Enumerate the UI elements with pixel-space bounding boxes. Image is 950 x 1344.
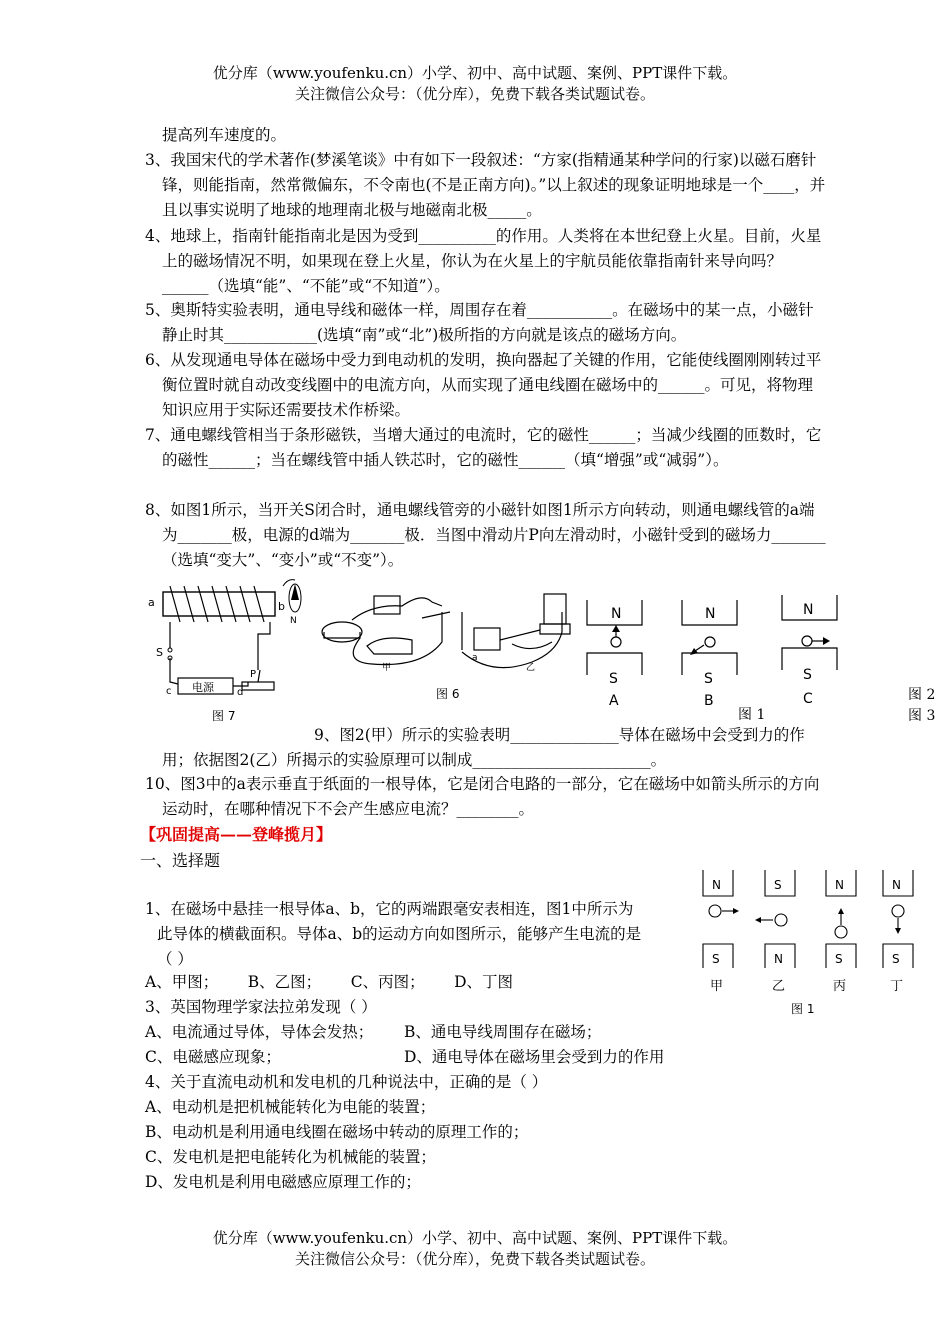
mc-fig-yi-label: 乙 bbox=[772, 979, 786, 994]
fig3-label: 图 3 bbox=[908, 708, 936, 724]
mc-fig-ding-top: N bbox=[892, 878, 901, 892]
question-4: 4、地球上，指南针能指南北是因为受到__________的作用。人类将在本世纪登上火星。目前，火星上的磁场情况不明，如果现在登上火星，你认为在火星上的宇航员能依靠指南针来导向吗？______（选填“能”、“不能”或“不知道”）。 bbox=[145, 227, 822, 295]
mc-question-3-option-a: A、电流通过导体，导体会发热； bbox=[145, 1023, 374, 1041]
fig7-p-label: P bbox=[250, 669, 257, 680]
fig6-a-label: a bbox=[472, 653, 478, 663]
mc-fig-bing-top: N bbox=[835, 878, 844, 892]
magnet-b-bottom: S bbox=[704, 671, 713, 687]
mc-question-4: 4、关于直流电动机和发电机的几种说法中，正确的是（ ） bbox=[145, 1073, 548, 1091]
mc-question-1-options: A、甲图； B、乙图； C、丙图； D、丁图 bbox=[145, 973, 514, 991]
question-7: 7、通电螺线管相当于条形磁铁，当增大通过的电流时，它的磁性______；当减少线圈的匝数时，它的磁性______；当在螺线管中插人铁芯时，它的磁性______（填“增强”或“减弱”）。 bbox=[145, 426, 822, 469]
fig7-caption: 图 7 bbox=[212, 709, 236, 723]
mc-fig-ding-label: 丁 bbox=[890, 979, 904, 994]
figure-7-solenoid-circuit bbox=[140, 578, 310, 728]
mc-fig-bing-bottom: S bbox=[835, 952, 843, 966]
fig7-a-label: a bbox=[148, 596, 155, 609]
mc-fig-caption: 图 1 bbox=[791, 1002, 815, 1016]
mc-question-3: 3、英国物理学家法拉弟发现（ ） bbox=[145, 998, 377, 1016]
magnet-a-top: N bbox=[611, 606, 622, 622]
mc-question-3-option-c: C、电磁感应现象； bbox=[145, 1048, 281, 1066]
mc-fig-yi-bottom: N bbox=[774, 952, 783, 966]
mc-fig-jia-top: N bbox=[712, 878, 721, 892]
fig7-c-label: c bbox=[166, 686, 172, 697]
mc-fig-jia-label: 甲 bbox=[710, 979, 724, 994]
header-line-2: 关注微信公众号：（优分库），免费下载各类试题试卷。 bbox=[294, 85, 655, 103]
fig7-s-label: S bbox=[156, 646, 163, 659]
fig7-power-label: 电源 bbox=[192, 681, 214, 694]
question-6: 6、从发现通电导体在磁场中受力到电动机的发明，换向器起了关键的作用，它能使线圈刚刚转过平衡位置时就自动改变线圈中的电流方向，从而实现了通电线圈在磁场中的______。可见，将物理知识应用于实际还需要技术作桥梁。 bbox=[145, 351, 822, 419]
footer-line-2: 关注微信公众号：（优分库），免费下载各类试题试卷。 bbox=[294, 1250, 655, 1268]
fig6-yi-label: 乙 bbox=[526, 663, 536, 673]
magnet-label-b: B bbox=[704, 693, 714, 709]
footer bbox=[0, 1228, 950, 1270]
fig2-label: 图 2 bbox=[908, 687, 936, 703]
question-5: 5、奥斯特实验表明，通电导线和磁体一样，周围存在着___________。在磁场中的某一点，小磁针静止时其____________(选填“南”或“北”)极所指的方向就是该点的磁场方向。 bbox=[145, 301, 814, 344]
question-continuation: 提高列车速度的。 bbox=[162, 126, 287, 144]
magnet-label-a: A bbox=[609, 693, 619, 709]
magnet-a-bottom: S bbox=[609, 671, 618, 687]
header bbox=[0, 63, 950, 105]
mc-question-1: 1、在磁场中悬挂一根导体a、b，它的两端跟毫安表相连，图1中所示为此导体的横截面积。导体a、b的运动方向如图所示，能够产生电流的是（ ） bbox=[145, 900, 642, 968]
question-8: 8、如图1所示，当开关S闭合时，通电螺线管旁的小磁针如图1所示方向转动，则通电螺线管的a端为_______极，电源的d端为_______极．当图中滑动片P向左滑动时，小磁针受到的磁场力_______（选填“变大”、“变小”或“不变”）。 bbox=[145, 501, 826, 569]
section-subtitle: 一、选择题 bbox=[140, 851, 221, 870]
mc-question-3-option-b: B、通电导线周围存在磁场； bbox=[404, 1023, 602, 1041]
question-3: 3、我国宋代的学术著作(梦溪笔谈》中有如下一段叙述：“方家(指精通某种学问的行家)以磁石磨针锋，则能指南，然常微偏东，不令南也(不是正南方向)。”以上叙述的现象证明地球是一个____，并且以事实说明了地球的地理南北极与地磁南北极_____。 bbox=[145, 151, 826, 219]
magnet-c-top: N bbox=[803, 602, 814, 618]
magnet-c-bottom: S bbox=[803, 667, 812, 683]
magnet-b-top: N bbox=[705, 606, 716, 622]
footer-line-1: 优分库（www.youfenku.cn）小学、初中、高中试题、案例、PPT课件下载。 bbox=[212, 1229, 738, 1247]
mc-question-4-option-b: B、电动机是利用通电线圈在磁场中转动的原理工作的； bbox=[145, 1123, 529, 1141]
section-title: 【巩固提高——登峰揽月】 bbox=[140, 825, 333, 844]
mc-fig-yi-top: S bbox=[774, 878, 782, 892]
mc-question-4-option-a: A、电动机是把机械能转化为电能的装置； bbox=[145, 1098, 436, 1116]
fig6-caption: 图 6 bbox=[436, 687, 460, 701]
fig7-b-label: b bbox=[278, 600, 285, 613]
magnet-label-c: C bbox=[803, 691, 813, 707]
fig7-d-label: d bbox=[237, 687, 244, 698]
figure-6-apparatus bbox=[312, 582, 584, 707]
fig6-jia-label: 甲 bbox=[382, 663, 392, 673]
mc-fig-ding-bottom: S bbox=[892, 952, 900, 966]
mc-question-4-option-d: D、发电机是利用电磁感应原理工作的； bbox=[145, 1173, 421, 1191]
header-line-1: 优分库（www.youfenku.cn）小学、初中、高中试题、案例、PPT课件下载。 bbox=[212, 64, 738, 82]
mc-question-4-option-c: C、发电机是把电能转化为机械能的装置； bbox=[145, 1148, 436, 1166]
figure-abc-magnets bbox=[582, 595, 852, 720]
mc-fig-jia-bottom: S bbox=[712, 952, 720, 966]
mc-fig-bing-label: 丙 bbox=[833, 979, 847, 994]
mc-figure-1-magnets bbox=[695, 868, 935, 1023]
fig1-caption: 图 1 bbox=[738, 707, 766, 723]
question-9: 9、图2(甲）所示的实验表明______________导体在磁场中会受到力的作用；依据图2(乙）所揭示的实验原理可以制成_______________________。 bbox=[162, 726, 805, 769]
question-10: 10、图3中的a表示垂直于纸面的一根导体，它是闭合电路的一部分，它在磁场中如箭头所示的方向运动时，在哪种情况下不会产生感应电流？________。 bbox=[145, 775, 820, 818]
fig7-compass-n: N bbox=[290, 616, 297, 626]
mc-question-3-option-d: D、通电导体在磁场里会受到力的作用 bbox=[404, 1048, 665, 1066]
